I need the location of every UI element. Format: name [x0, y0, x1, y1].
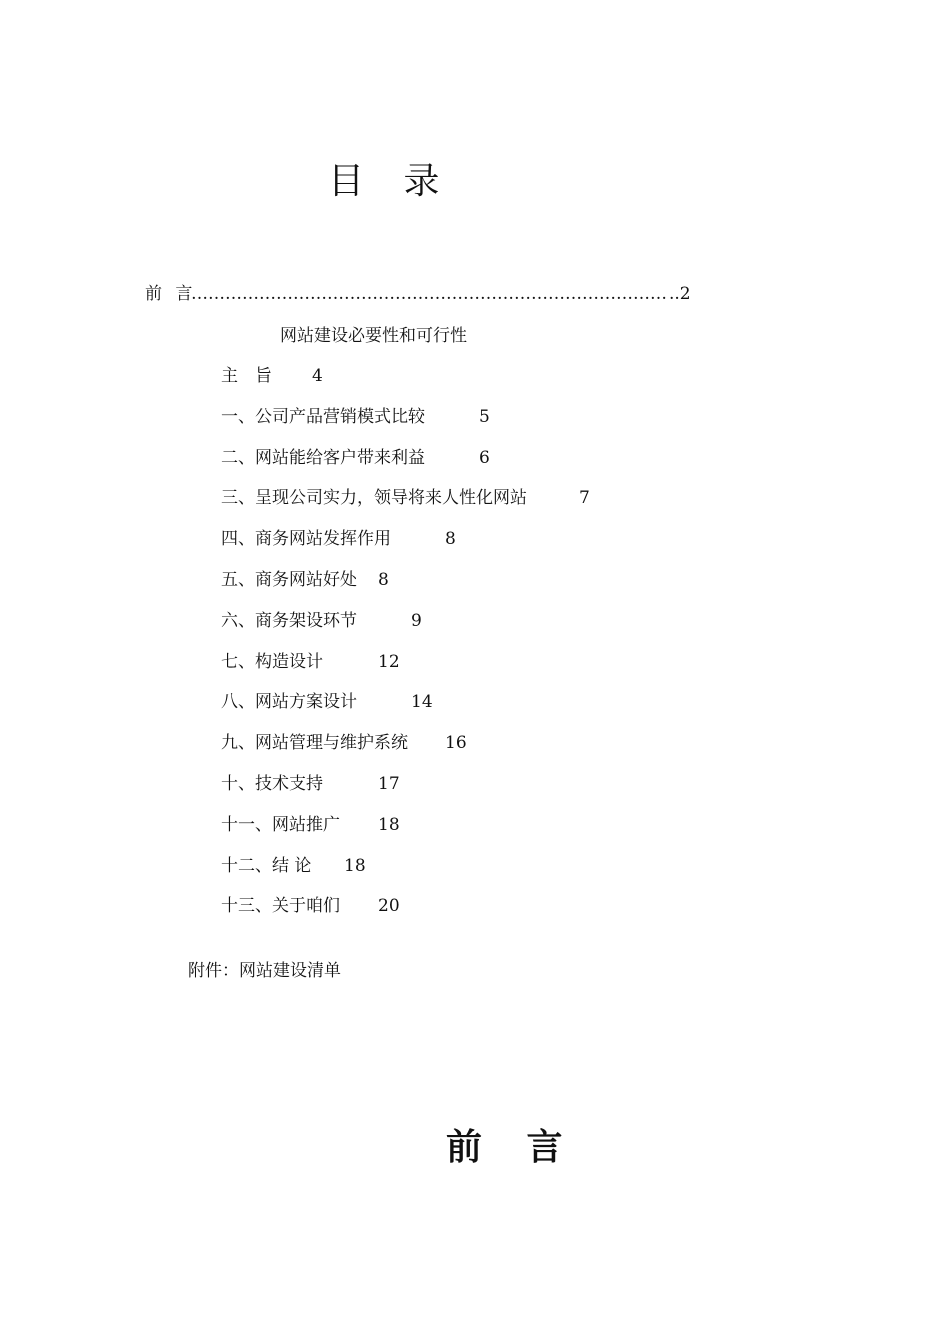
toc-entry-label: 十一、网站推广: [221, 815, 340, 835]
toc-entry-page: 20: [378, 896, 400, 916]
toc-entry-label: 十二、结 论: [221, 856, 312, 876]
toc-entry-page: 17: [378, 774, 400, 794]
toc-entry-page: 18: [344, 856, 366, 876]
toc-entry-label: 四、商务网站发挥作用: [221, 529, 391, 549]
toc-entry-preface[interactable]: [145, 282, 693, 306]
toc-subtitle: 网站建设必要性和可行性: [280, 326, 467, 346]
toc-entry-label: 八、网站方案设计: [221, 692, 357, 712]
toc-entry-page: 4: [312, 366, 323, 386]
toc-entry-page: 9: [411, 611, 422, 631]
toc-entry-page: 12: [378, 652, 400, 672]
section-heading-preface: 前 言: [446, 1127, 579, 1168]
toc-title: 目 录: [328, 161, 454, 202]
toc-entry-label: 二、网站能给客户带来利益: [221, 448, 425, 468]
toc-entry-page: 6: [479, 448, 490, 468]
toc-entry-page: 14: [411, 692, 433, 712]
toc-entry-page: 5: [479, 407, 490, 427]
toc-entry-label: 九、网站管理与维护系统: [221, 733, 408, 753]
toc-leader-dots: …………………………………………………………………………: [191, 284, 667, 304]
toc-entry-label: 前 言: [145, 284, 197, 304]
toc-entry-page: ..2: [669, 284, 691, 304]
toc-entry-page: 8: [445, 529, 456, 549]
toc-entry-label: 五、商务网站好处: [221, 570, 357, 590]
toc-entry-label: 六、商务架设环节: [221, 611, 357, 631]
toc-entry-label: 一、公司产品营销模式比较: [221, 407, 425, 427]
toc-entry-page: 16: [445, 733, 467, 753]
toc-appendix[interactable]: 附件：网站建设清单: [188, 961, 341, 981]
toc-entry-page: 7: [579, 488, 590, 508]
toc-entry-label: 主 旨: [221, 366, 272, 386]
toc-entry-page: 8: [378, 570, 389, 590]
toc-entry-label: 十、技术支持: [221, 774, 323, 794]
toc-entry-label: 七、构造设计: [221, 652, 323, 672]
toc-entry-label: 三、呈现公司实力，领导将来人性化网站: [221, 488, 527, 508]
toc-entry-page: 18: [378, 815, 400, 835]
toc-entry-label: 十三、关于咱们: [221, 896, 340, 916]
